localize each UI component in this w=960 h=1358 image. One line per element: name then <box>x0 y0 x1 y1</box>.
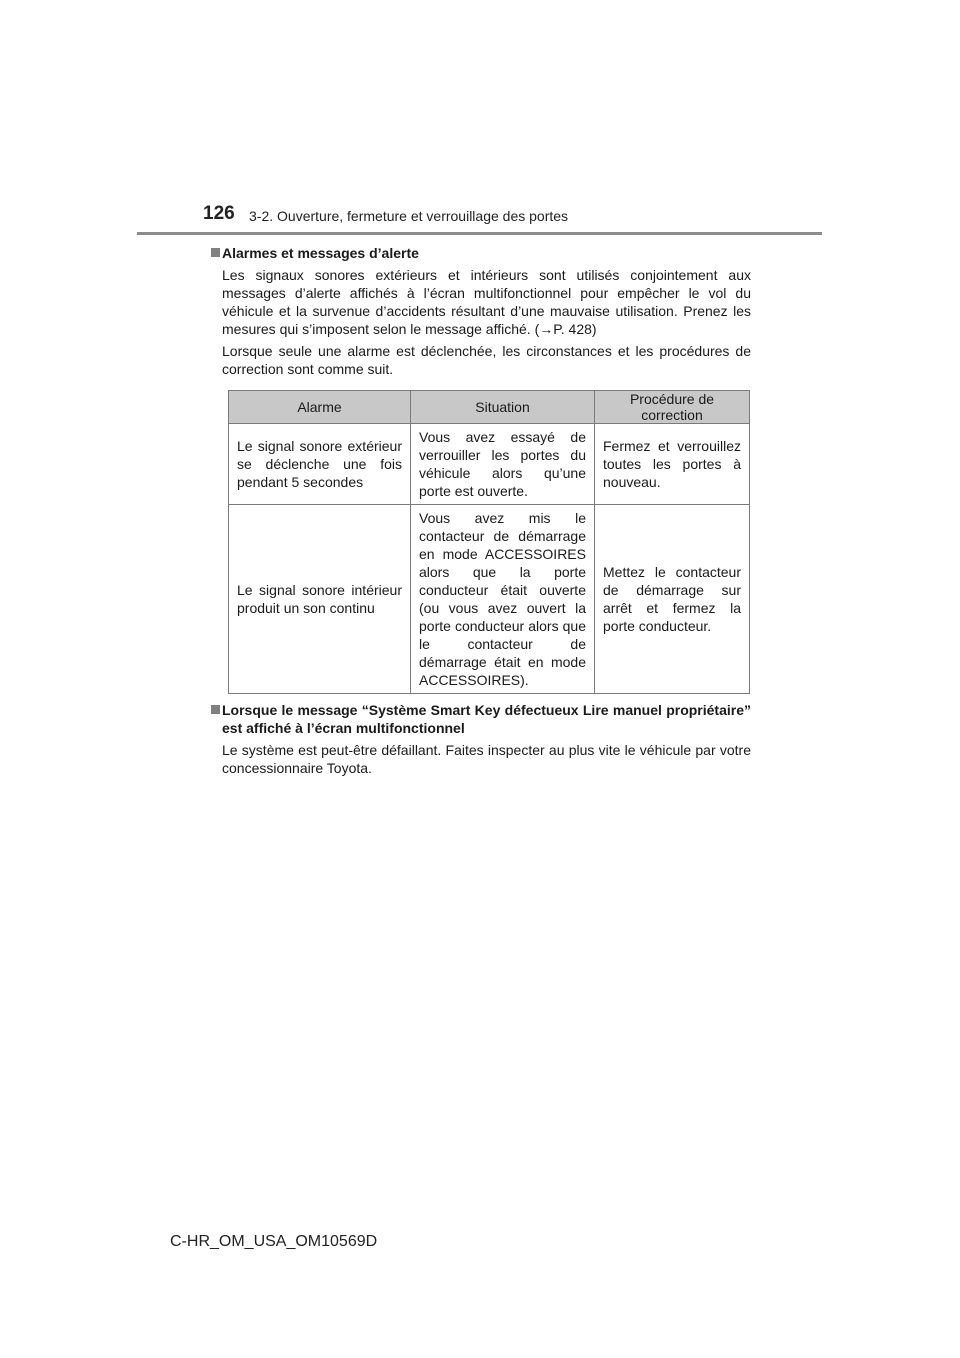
column-header-alarm: Alarme <box>229 391 411 424</box>
table-cell-correction: Mettez le contacteur de démarrage sur arrêt et fermez la porte conducteur. <box>595 505 750 694</box>
table-cell-situation: Vous avez essayé de verrouiller les portes du véhicule alors qu’une porte est ouverte. <box>411 424 595 505</box>
column-header-correction: Procédure de correction <box>595 391 750 424</box>
section-heading-text: Lorsque le message “Système Smart Key défectueux Lire manuel propriétaire” est affiché à l’écran multifonctionnel <box>222 702 751 736</box>
table-cell-correction: Fermez et verrouillez toutes les portes à nouveau. <box>595 424 750 505</box>
section-heading-alarms <box>211 244 751 262</box>
table-row <box>229 424 750 505</box>
paragraph-alarm-procedure: Lorsque seule une alarme est déclenchée, les circonstances et les procédures de correction sont comme suit. <box>222 343 751 377</box>
alarm-table <box>228 390 750 694</box>
section-heading-text: Alarmes et messages d’alerte <box>222 245 419 261</box>
column-header-situation: Situation <box>411 391 595 424</box>
table-header-row <box>229 391 750 424</box>
paragraph-smart-key: Le système est peut-être défaillant. Faites inspecter au plus vite le véhicule par votre concessionnaire Toyota. <box>222 742 751 776</box>
paragraph-alarms-intro: Les signaux sonores extérieurs et intérieurs sont utilisés conjointement aux messages d’alerte affichés à l’écran multifonctionnel pour empêcher le vol du véhicule et la survenue d’accidents résultant d’une mauvaise utilisation. Prenez les mesures qui s’imposent selon le message affiché. (→P. 428) <box>222 267 751 337</box>
section-heading-smart-key <box>211 701 751 737</box>
table-cell-alarm: Le signal sonore intérieur produit un son continu <box>229 505 411 694</box>
square-bullet-icon <box>211 705 220 714</box>
page-content <box>211 244 751 777</box>
document-code: C-HR_OM_USA_OM10569D <box>170 1233 378 1250</box>
square-bullet-icon <box>211 248 220 257</box>
section-title: 3-2. Ouverture, fermeture et verrouillage des portes <box>249 208 569 224</box>
table-cell-alarm: Le signal sonore extérieur se déclenche une fois pendant 5 secondes <box>229 424 411 505</box>
table-row <box>229 505 750 694</box>
page-number: 126 <box>203 203 235 224</box>
header-divider <box>137 232 822 235</box>
table-cell-situation: Vous avez mis le contacteur de démarrage en mode ACCESSOIRES alors que la porte conducteur était ouverte (ou vous avez ouvert la porte conducteur alors que le contacteur de démarrage était en mode ACCESSOIRES). <box>411 505 595 694</box>
